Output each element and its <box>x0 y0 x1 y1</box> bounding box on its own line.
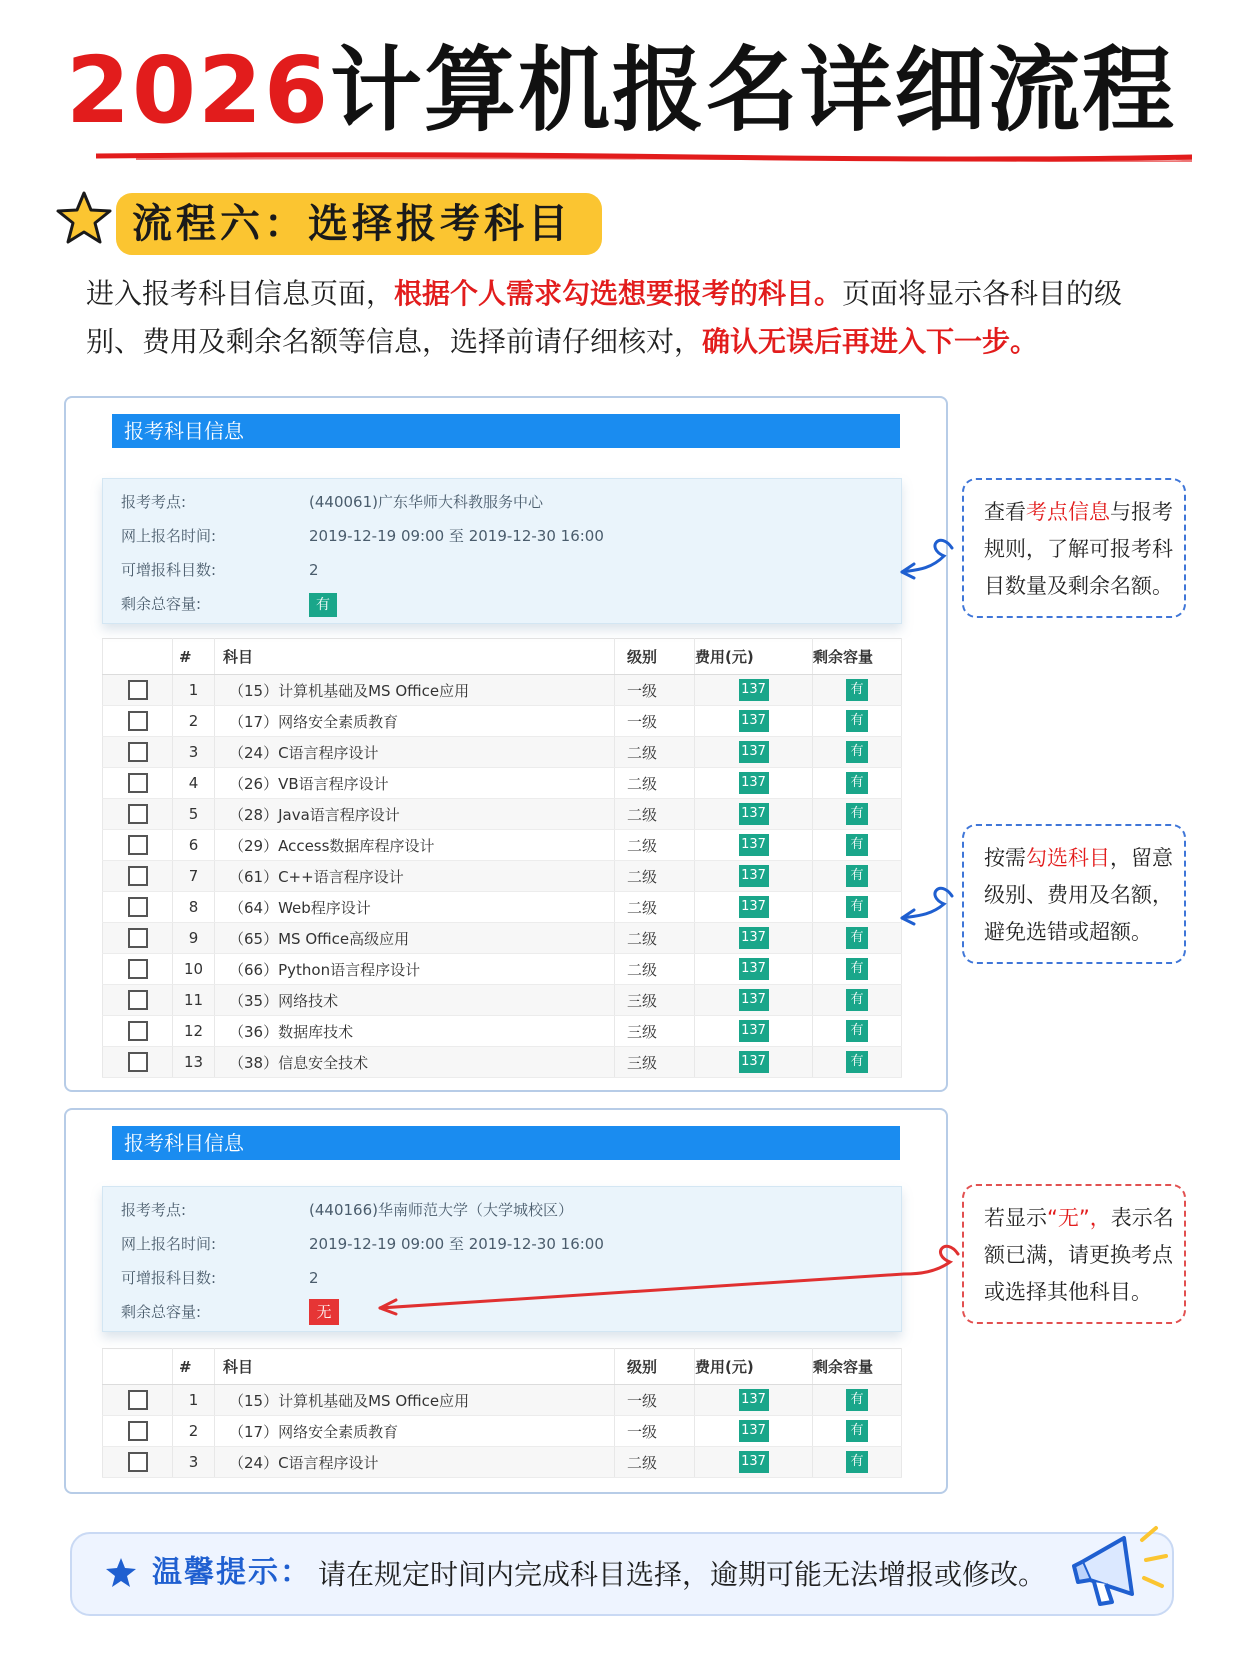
capacity-tag: 有 <box>846 741 868 763</box>
table-row <box>103 892 902 923</box>
row-subject: （24）C语言程序设计 <box>215 737 615 768</box>
row-check-cell <box>103 1385 173 1416</box>
panel-header: 报考科目信息 <box>112 1126 900 1160</box>
row-check-cell <box>103 1447 173 1478</box>
row-capacity-cell <box>813 1016 902 1047</box>
subject-checkbox[interactable] <box>128 1021 148 1041</box>
table-row <box>103 706 902 737</box>
row-subject: （29）Access数据库程序设计 <box>215 830 615 861</box>
capacity-tag: 有 <box>846 679 868 701</box>
row-subject: （36）数据库技术 <box>215 1016 615 1047</box>
capacity-badge-full: 无 <box>309 1299 339 1325</box>
info-row-count <box>121 555 881 585</box>
fee-tag: 137 <box>739 803 769 825</box>
row-capacity-cell <box>813 737 902 768</box>
intro-part1: 进入报考科目信息页面， <box>86 277 395 310</box>
subject-checkbox[interactable] <box>128 928 148 948</box>
row-num: 9 <box>173 923 215 954</box>
subject-table <box>102 638 902 1078</box>
fee-tag: 137 <box>739 772 769 794</box>
capacity-tag: 有 <box>846 803 868 825</box>
title-year: 2026 <box>65 37 331 144</box>
callout-select-subject <box>962 824 1186 964</box>
row-fee-cell <box>695 706 813 737</box>
row-check-cell <box>103 1047 173 1078</box>
subject-checkbox[interactable] <box>128 897 148 917</box>
row-subject: （65）MS Office高级应用 <box>215 923 615 954</box>
subject-checkbox[interactable] <box>128 990 148 1010</box>
row-subject: （26）VB语言程序设计 <box>215 768 615 799</box>
col-subject: 科目 <box>215 639 615 675</box>
table-row <box>103 1016 902 1047</box>
callout-text: 按需 <box>984 846 1026 870</box>
capacity-tag: 有 <box>846 865 868 887</box>
table-header-row <box>103 1349 902 1385</box>
table-row <box>103 830 902 861</box>
callout-text: ，留意级别、费用及名额，避免选错或超额。 <box>984 846 1173 944</box>
callout-highlight: “无”， <box>1047 1206 1111 1230</box>
row-check-cell <box>103 706 173 737</box>
row-subject: （61）C++语言程序设计 <box>215 861 615 892</box>
row-num: 11 <box>173 985 215 1016</box>
row-fee-cell <box>695 1416 813 1447</box>
col-subject: 科目 <box>215 1349 615 1385</box>
col-num: # <box>173 1349 215 1385</box>
capacity-tag: 有 <box>846 896 868 918</box>
row-num: 3 <box>173 737 215 768</box>
row-fee-cell <box>695 1047 813 1078</box>
info-row-site <box>121 487 881 517</box>
info-row-time <box>121 521 881 551</box>
info-row-site <box>121 1195 881 1225</box>
callout-capacity-full <box>962 1184 1186 1324</box>
intro-part4: 确认无误后再进入下一步。 <box>702 325 1039 358</box>
row-num: 13 <box>173 1047 215 1078</box>
megaphone-icon <box>1060 1516 1180 1616</box>
capacity-badge: 有 <box>309 593 337 617</box>
subject-checkbox[interactable] <box>128 804 148 824</box>
row-fee-cell <box>695 1385 813 1416</box>
row-num: 5 <box>173 799 215 830</box>
capacity-tag: 有 <box>846 1020 868 1042</box>
row-capacity-cell <box>813 768 902 799</box>
row-fee-cell <box>695 1447 813 1478</box>
row-capacity-cell <box>813 706 902 737</box>
row-fee-cell <box>695 830 813 861</box>
row-fee-cell <box>695 768 813 799</box>
row-num: 1 <box>173 1385 215 1416</box>
capacity-label: 剩余总容量: <box>121 595 202 613</box>
row-num: 3 <box>173 1447 215 1478</box>
row-num: 8 <box>173 892 215 923</box>
capacity-tag: 有 <box>846 1420 868 1442</box>
row-capacity-cell <box>813 1047 902 1078</box>
callout-text: 查看 <box>984 500 1026 524</box>
step-badge-label: 流程六：选择报考科目 <box>132 201 572 247</box>
fee-tag: 137 <box>739 1420 769 1442</box>
table-header-row <box>103 639 902 675</box>
site-label: 报考考点: <box>121 493 187 511</box>
info-row-capacity <box>121 589 881 619</box>
fee-tag: 137 <box>739 1020 769 1042</box>
row-num: 2 <box>173 706 215 737</box>
count-value: 2 <box>309 561 319 579</box>
subject-checkbox[interactable] <box>128 773 148 793</box>
subject-checkbox[interactable] <box>128 959 148 979</box>
row-capacity-cell <box>813 830 902 861</box>
row-subject: （28）Java语言程序设计 <box>215 799 615 830</box>
table-row <box>103 1447 902 1478</box>
subject-checkbox[interactable] <box>128 1421 148 1441</box>
time-label: 网上报名时间: <box>121 1235 217 1253</box>
tip-box <box>70 1532 1174 1616</box>
fee-tag: 137 <box>739 1451 769 1473</box>
row-check-cell <box>103 954 173 985</box>
row-capacity-cell <box>813 675 902 706</box>
callout-highlight: 勾选科目 <box>1026 846 1110 870</box>
row-subject: （66）Python语言程序设计 <box>215 954 615 985</box>
subject-panel-1 <box>64 396 948 1092</box>
subject-checkbox[interactable] <box>128 742 148 762</box>
row-fee-cell <box>695 892 813 923</box>
row-capacity-cell <box>813 861 902 892</box>
count-label: 可增报科目数: <box>121 561 217 579</box>
fee-tag: 137 <box>739 741 769 763</box>
intro-part2: 根据个人需求勾选想要报考的科目。 <box>394 277 843 310</box>
count-value: 2 <box>309 1269 319 1287</box>
count-label: 可增报科目数: <box>121 1269 217 1287</box>
row-num: 10 <box>173 954 215 985</box>
subject-checkbox[interactable] <box>128 1390 148 1410</box>
row-check-cell <box>103 799 173 830</box>
site-label: 报考考点: <box>121 1201 187 1219</box>
row-check-cell <box>103 768 173 799</box>
fee-tag: 137 <box>739 958 769 980</box>
table-row <box>103 985 902 1016</box>
col-fee: 费用(元) <box>695 1349 813 1385</box>
time-value: 2019-12-19 09:00 至 2019-12-30 16:00 <box>309 527 604 545</box>
row-check-cell <box>103 1416 173 1447</box>
capacity-tag: 有 <box>846 958 868 980</box>
row-level: 一级 <box>615 675 695 706</box>
fee-tag: 137 <box>739 710 769 732</box>
row-level: 一级 <box>615 706 695 737</box>
row-subject: （24）C语言程序设计 <box>215 1447 615 1478</box>
row-level: 二级 <box>615 861 695 892</box>
row-capacity-cell <box>813 799 902 830</box>
subject-checkbox[interactable] <box>128 866 148 886</box>
fee-tag: 137 <box>739 865 769 887</box>
subject-table <box>102 1348 902 1478</box>
row-check-cell <box>103 985 173 1016</box>
fee-tag: 137 <box>739 1389 769 1411</box>
row-check-cell <box>103 830 173 861</box>
row-fee-cell <box>695 923 813 954</box>
title-underline <box>96 152 1192 162</box>
subject-panel-2 <box>64 1108 948 1494</box>
time-value: 2019-12-19 09:00 至 2019-12-30 16:00 <box>309 1235 604 1253</box>
row-subject: （15）计算机基础及MS Office应用 <box>215 675 615 706</box>
row-capacity-cell <box>813 1447 902 1478</box>
row-level: 二级 <box>615 768 695 799</box>
info-row-capacity <box>121 1297 881 1327</box>
tip-label: 温馨提示： <box>152 1555 312 1590</box>
row-level: 二级 <box>615 830 695 861</box>
col-num: # <box>173 639 215 675</box>
row-num: 2 <box>173 1416 215 1447</box>
row-level: 二级 <box>615 892 695 923</box>
row-subject: （38）信息安全技术 <box>215 1047 615 1078</box>
row-capacity-cell <box>813 1385 902 1416</box>
row-fee-cell <box>695 985 813 1016</box>
col-check <box>103 639 173 675</box>
capacity-tag: 有 <box>846 1389 868 1411</box>
fee-tag: 137 <box>739 679 769 701</box>
row-num: 12 <box>173 1016 215 1047</box>
row-level: 二级 <box>615 737 695 768</box>
capacity-tag: 有 <box>846 834 868 856</box>
row-level: 二级 <box>615 954 695 985</box>
row-level: 三级 <box>615 985 695 1016</box>
site-info-box <box>102 1186 902 1332</box>
page-title <box>0 36 1242 146</box>
row-check-cell <box>103 1016 173 1047</box>
table-row <box>103 861 902 892</box>
fee-tag: 137 <box>739 834 769 856</box>
row-check-cell <box>103 737 173 768</box>
fee-tag: 137 <box>739 1051 769 1073</box>
table-row <box>103 1047 902 1078</box>
table-row <box>103 768 902 799</box>
star-icon <box>104 1556 138 1590</box>
row-fee-cell <box>695 954 813 985</box>
site-info-box <box>102 478 902 624</box>
intro-text <box>86 270 1166 366</box>
col-capacity: 剩余容量 <box>813 639 902 675</box>
row-level: 三级 <box>615 1047 695 1078</box>
capacity-tag: 有 <box>846 927 868 949</box>
site-value: (440061)广东华师大科教服务中心 <box>309 493 543 511</box>
capacity-tag: 有 <box>846 1051 868 1073</box>
row-subject: （64）Web程序设计 <box>215 892 615 923</box>
row-level: 二级 <box>615 923 695 954</box>
row-num: 7 <box>173 861 215 892</box>
row-fee-cell <box>695 799 813 830</box>
panel-header: 报考科目信息 <box>112 414 900 448</box>
subject-checkbox[interactable] <box>128 1052 148 1072</box>
callout-highlight: 考点信息 <box>1026 500 1110 524</box>
table-row <box>103 923 902 954</box>
capacity-tag: 有 <box>846 772 868 794</box>
col-capacity: 剩余容量 <box>813 1349 902 1385</box>
capacity-tag: 有 <box>846 989 868 1011</box>
row-capacity-cell <box>813 923 902 954</box>
row-fee-cell <box>695 675 813 706</box>
row-check-cell <box>103 675 173 706</box>
table-row <box>103 737 902 768</box>
subject-checkbox[interactable] <box>128 835 148 855</box>
fee-tag: 137 <box>739 989 769 1011</box>
row-check-cell <box>103 861 173 892</box>
row-num: 4 <box>173 768 215 799</box>
row-capacity-cell <box>813 985 902 1016</box>
fee-tag: 137 <box>739 927 769 949</box>
row-level: 二级 <box>615 1447 695 1478</box>
callout-site-info <box>962 478 1186 618</box>
row-level: 一级 <box>615 1385 695 1416</box>
subject-checkbox[interactable] <box>128 711 148 731</box>
row-level: 一级 <box>615 1416 695 1447</box>
row-check-cell <box>103 892 173 923</box>
star-icon <box>55 190 113 246</box>
row-num: 6 <box>173 830 215 861</box>
row-fee-cell <box>695 1016 813 1047</box>
callout-text: 与报考规则，了解可报考科目数量及剩余名额。 <box>984 500 1173 598</box>
tip-text: 请在规定时间内完成科目选择，逾期可能无法增报或修改。 <box>318 1558 1047 1591</box>
row-capacity-cell <box>813 892 902 923</box>
row-subject: （17）网络安全素质教育 <box>215 706 615 737</box>
col-fee: 费用(元) <box>695 639 813 675</box>
subject-checkbox[interactable] <box>128 1452 148 1472</box>
row-subject: （15）计算机基础及MS Office应用 <box>215 1385 615 1416</box>
row-subject: （17）网络安全素质教育 <box>215 1416 615 1447</box>
callout-text: 若显示 <box>984 1206 1047 1230</box>
capacity-tag: 有 <box>846 710 868 732</box>
col-level: 级别 <box>615 639 695 675</box>
row-capacity-cell <box>813 954 902 985</box>
time-label: 网上报名时间: <box>121 527 217 545</box>
info-row-time <box>121 1229 881 1259</box>
col-level: 级别 <box>615 1349 695 1385</box>
table-row <box>103 1385 902 1416</box>
site-value: (440166)华南师范大学（大学城校区） <box>309 1201 573 1219</box>
row-subject: （35）网络技术 <box>215 985 615 1016</box>
row-num: 1 <box>173 675 215 706</box>
capacity-label: 剩余总容量: <box>121 1303 202 1321</box>
row-check-cell <box>103 923 173 954</box>
row-capacity-cell <box>813 1416 902 1447</box>
table-row <box>103 1416 902 1447</box>
table-row <box>103 799 902 830</box>
capacity-tag: 有 <box>846 1451 868 1473</box>
row-level: 二级 <box>615 799 695 830</box>
info-row-count <box>121 1263 881 1293</box>
row-fee-cell <box>695 737 813 768</box>
intro-part3: 页面将显示各科目的级别、费用及剩余名额等信息，选择前请仔细核对， <box>86 277 1123 358</box>
table-row <box>103 675 902 706</box>
callout-text: 表示名额已满，请更换考点或选择其他科目。 <box>984 1206 1174 1304</box>
row-level: 三级 <box>615 1016 695 1047</box>
col-check <box>103 1349 173 1385</box>
row-fee-cell <box>695 861 813 892</box>
title-text: 计算机报名详细流程 <box>330 37 1177 144</box>
subject-checkbox[interactable] <box>128 680 148 700</box>
step-badge <box>116 193 602 255</box>
table-row <box>103 954 902 985</box>
fee-tag: 137 <box>739 896 769 918</box>
